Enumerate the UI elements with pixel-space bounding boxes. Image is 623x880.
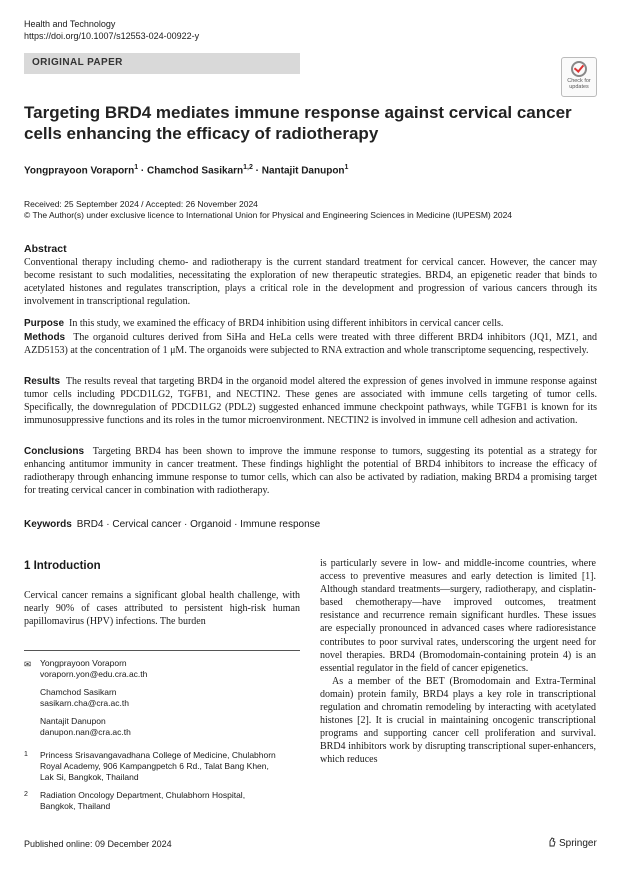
publisher-logo[interactable] xyxy=(548,837,597,849)
published-online-date: Published online: 09 December 2024 xyxy=(24,839,172,849)
keywords-label: Keywords xyxy=(24,519,72,530)
received-accepted-dates: Received: 25 September 2024 / Accepted: 26 November 2024 xyxy=(24,199,258,209)
author-name[interactable]: Yongprayoon Voraporn xyxy=(24,165,135,177)
affiliation-number: 1 xyxy=(24,751,28,758)
author-affiliation-mark: 1,2 xyxy=(243,164,253,171)
corresponding-author-email[interactable]: voraporn.yon@edu.cra.ac.th xyxy=(40,669,148,679)
check-for-updates-badge[interactable] xyxy=(561,57,597,97)
mail-icon: ✉ xyxy=(24,659,32,669)
journal-name: Health and Technology xyxy=(24,19,116,29)
abstract-conclusions xyxy=(24,445,597,497)
publisher-name: Springer xyxy=(559,838,597,849)
affiliation-2: Radiation Oncology Department, Chulabhorn Hospital, Bangkok, Thailand xyxy=(40,790,246,811)
affiliation-1: Princess Srisavangavadhana College of Medicine, Chulabhorn Royal Academy, 906 Kampangpetch 6 Rd., Talat Bang Khen, Lak Si, Bangkok, Thailand xyxy=(40,750,276,782)
introduction-left-column: Cervical cancer remains a significant global health challenge, with nearly 90% of cases attributed to persistent high-risk human papillomavirus (HPV) infections. The burden xyxy=(24,590,300,628)
results-label: Results xyxy=(24,376,61,387)
methods-text: The organoid cultures derived from SiHa and HeLa cells were treated with three different BRD4 inhibitors (JQ1, MZ1, and AZD5153) at the concentration of 1 μM. The organoids were subjected to RNA extraction and whole transcriptome sequencing, respectively. xyxy=(24,332,597,357)
results-text: The results reveal that targeting BRD4 in the organoid model altered the expression of genes involved in immune response against tumor cells including PDCD1LG2, TGFB1, and NECTIN2. These genes are associated with immune cells targeting of tumor cells. Specifically, the downregulation of PDCD1LG2 (PDL2) suggested enhanced immune checkpoint pathways, while TGFB1 is known for its immunosuppressive functions and its roles in the tumor microenvironment. NECTIN2 is involved in immune cell adhesion and activation. xyxy=(24,376,597,427)
purpose-text: In this study, we examined the efficacy of BRD4 inhibition using different inhibitors in cervical cancer cells. xyxy=(69,318,504,329)
keywords xyxy=(24,519,320,530)
badge-line2: updates xyxy=(569,84,589,90)
check-updates-icon xyxy=(571,61,587,77)
abstract-heading: Abstract xyxy=(24,243,67,255)
section-band xyxy=(24,53,300,74)
author-affiliation-mark: 1 xyxy=(344,164,349,171)
author2-name: Chamchod Sasikarn xyxy=(40,687,117,697)
article-title: Targeting BRD4 mediates immune response against cervical cancer cells enhancing the efficacy of radiotherapy xyxy=(24,103,572,143)
conclusions-text: Targeting BRD4 has been shown to improve the immune response to tumors, suggesting its potential as a strategy for enhancing antitumor immunity in cancer treatment. These findings highlight the potential of BRD4 inhibitors to increase the efficacy of radiotherapy through enhancing immune response to tumor cells, which can also be activated by radiation, making BRD4 a promising target for treating cervical cancer in combination with radiotherapy. xyxy=(24,446,597,497)
conclusions-label: Conclusions xyxy=(24,446,85,457)
doi-link[interactable]: https://doi.org/10.1007/s12553-024-00922-y xyxy=(24,31,200,41)
footnote-divider xyxy=(24,650,300,651)
abstract-purpose xyxy=(24,317,597,330)
author3-email[interactable]: danupon.nan@cra.ac.th xyxy=(40,727,131,737)
author-name[interactable]: Nantajit Danupon xyxy=(261,165,345,177)
badge-line1: Check for xyxy=(567,78,591,84)
purpose-label: Purpose xyxy=(24,318,65,329)
author3-name: Nantajit Danupon xyxy=(40,716,106,726)
author-affiliation-mark: 1 xyxy=(134,164,139,171)
copyright-notice: © The Author(s) under exclusive licence to International Union for Physical and Engineering Sciences in Medicine (IUPESM) 2024 xyxy=(24,210,513,220)
section-label: ORIGINAL PAPER xyxy=(32,57,123,68)
affiliation-number: 2 xyxy=(24,791,28,798)
author-separator: · xyxy=(252,165,262,177)
abstract-methods xyxy=(24,331,597,357)
introduction-right-column xyxy=(320,557,596,767)
introduction-heading: 1 Introduction xyxy=(24,560,101,572)
corresponding-author-name: Yongprayoon Voraporn xyxy=(40,658,127,668)
springer-horse-icon xyxy=(548,837,556,847)
intro-paragraph: is particularly severe in low- and middle-income countries, where access to preventive measures and early detection is limited [1]. Although standard treatments—surgery, radiotherapy, and cisplatin-based chemotherapy—have improved outcomes, treatment resistance and recurrence remain significant hurdles. These issues are especially pronounced in advanced cases where radioresistance contributes to poor survival rates, underscoring the urgent need for novel therapies. BRD4 (Bromodomain-containing protein 4) is an essential regulator in the field of cancer epigenetics. xyxy=(320,558,596,674)
abstract-results xyxy=(24,375,597,427)
intro-paragraph: As a member of the BET (Bromodomain and Extra-Terminal domain) protein family, BRD4 plays a key role in transcriptional regulation and chromatin remodeling by interacting with acetylated histones [2]. It is crucial in maintaining oncogenic transcriptional programs and supporting cancer cell proliferation and survival. BRD4 inhibitors work by disrupting transcriptional super-enhancers, which reduces xyxy=(320,675,596,766)
author2-email[interactable]: sasikarn.cha@cra.ac.th xyxy=(40,698,129,708)
keywords-text: BRD4 · Cervical cancer · Organoid · Immune response xyxy=(76,519,321,530)
abstract-intro: Conventional therapy including chemo- and radiotherapy is the current standard treatment for cervical cancer. However, the cancer may become resistant to such modalities, necessitating the exploration of new therapeutic strategies. BRD4, an epigenetic reader that binds to acetylated histones and regulates transcription, plays a critical role in the development and progression of various cancers through its involvement in transcriptional regulation. xyxy=(24,257,597,308)
methods-label: Methods xyxy=(24,332,66,343)
author-separator: · xyxy=(138,165,147,177)
author-list xyxy=(24,164,348,176)
author-name[interactable]: Chamchod Sasikarn xyxy=(146,165,244,177)
